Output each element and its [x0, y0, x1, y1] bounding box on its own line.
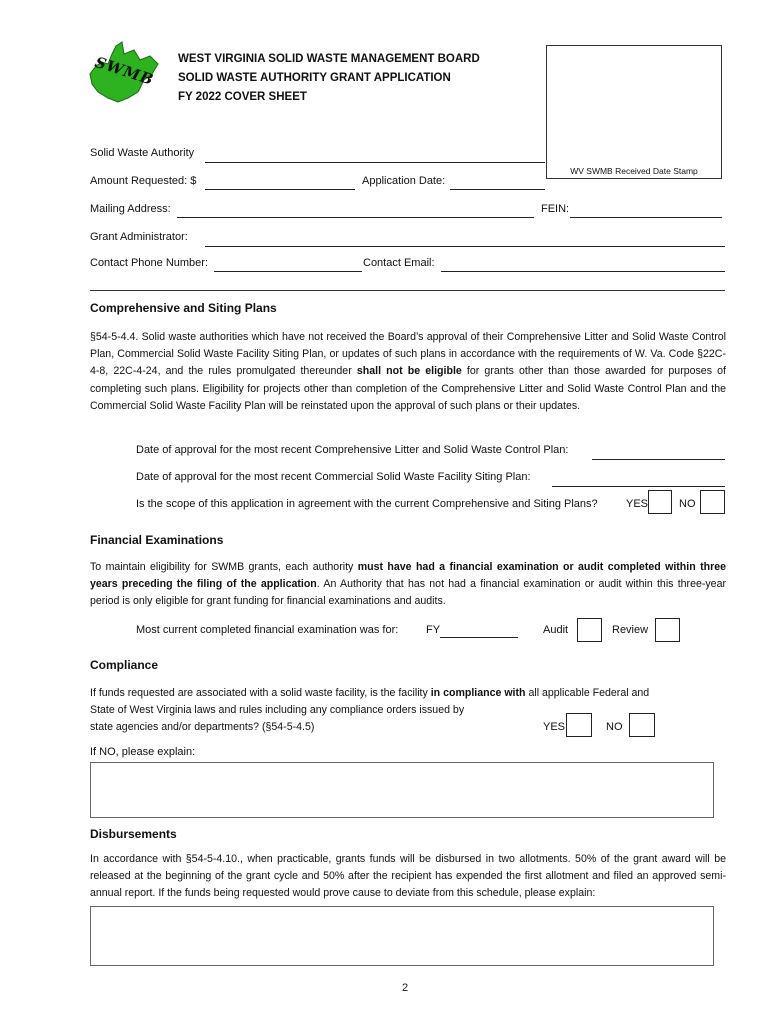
amount-field[interactable]	[205, 189, 355, 190]
compliance-no-label: NO	[606, 721, 623, 733]
review-label: Review	[612, 624, 649, 636]
page-number: 2	[402, 982, 409, 994]
compliance-section-title: Compliance	[90, 658, 159, 672]
compliance-explain-label: If NO, please explain:	[90, 746, 196, 758]
litter-plan-date-label: Date of approval for the most recent Comprehensive Litter and Solid Waste Control Plan:	[136, 444, 569, 456]
scope-no-checkbox[interactable]	[700, 490, 725, 514]
compliance-line-2: State of West Virginia laws and rules including any compliance orders issued by	[90, 704, 465, 716]
grant-administrator-label: Grant Administrator:	[90, 231, 188, 243]
received-date-stamp-box	[546, 45, 722, 179]
compliance-yes-label: YES	[543, 721, 566, 733]
title-line-2: SOLID WASTE AUTHORITY GRANT APPLICATION	[178, 72, 451, 84]
scope-no-label: NO	[679, 498, 696, 510]
contact-email-field[interactable]	[441, 271, 725, 272]
disbursements-explain-textbox[interactable]	[90, 906, 714, 966]
section-divider	[90, 290, 725, 291]
litter-plan-date-field[interactable]	[592, 459, 725, 460]
contact-phone-field[interactable]	[214, 271, 362, 272]
grant-administrator-field[interactable]	[205, 246, 725, 247]
amount-label: Amount Requested: $	[90, 175, 197, 187]
compliance-line-3: state agencies and/or departments? (§54-5-4.5)	[90, 721, 315, 733]
authority-field[interactable]	[205, 162, 545, 163]
compliance-no-checkbox[interactable]	[629, 713, 655, 737]
authority-label: Solid Waste Authority	[90, 147, 195, 159]
audit-label: Audit	[543, 624, 569, 636]
compliance-line-1: If funds requested are associated with a solid waste facility, is the facility in compliance with all applicable Federal and	[90, 687, 650, 699]
audit-checkbox[interactable]	[577, 618, 602, 642]
fein-label: FEIN:	[541, 203, 570, 215]
fein-field[interactable]	[570, 217, 722, 218]
plans-paragraph: §54-5-4.4. Solid waste authorities which have not received the Board’s approval of their Comprehensive Litter and Solid Waste Control Plan, Commercial Solid Waste Facility Siting Plan, or updates of such plans in accordance with the requirements of W. Va. Code §22C-4-8, 22C-4-24, and the rules promulgated thereunder shall not be eligible for grants other than those awarded for purposes of completing such plans. Eligibility for projects other than completion of the Comprehensive Litter and Solid Waste Control Plan and the Commercial Solid Waste Facility Plan will be reinstated upon the approval of such plans or their updates.	[90, 331, 726, 412]
swmb-logo	[88, 40, 162, 106]
application-date-label: Application Date:	[362, 175, 446, 187]
logo-text: SWMB	[92, 53, 157, 89]
contact-email-label: Contact Email:	[363, 257, 435, 269]
disbursements-paragraph: In accordance with §54-5-4.10., when practicable, grants funds will be disbursed in two allotments. 50% of the grant award will be released at the beginning of the grant cycle and 50% after the recipient has expended the first allotment and filed an approved semi-annual report. If the funds being requested would prove cause to deviate from this schedule, please explain:	[90, 853, 726, 900]
siting-plan-date-field[interactable]	[552, 486, 725, 487]
mailing-address-field[interactable]	[177, 217, 534, 218]
scope-yes-label: YES	[626, 498, 649, 510]
contact-phone-label: Contact Phone Number:	[90, 257, 209, 269]
title-line-1: WEST VIRGINIA SOLID WASTE MANAGEMENT BOARD	[178, 53, 480, 65]
title-line-3: FY 2022 COVER SHEET	[178, 91, 307, 103]
fy-field[interactable]	[440, 637, 518, 638]
application-date-field[interactable]	[450, 189, 545, 190]
financial-paragraph: To maintain eligibility for SWMB grants, each authority must have had a financial examination or audit completed within three years preceding the filing of the application. An Authority that has not had a financial examination or audit within this three-year period is only eligible for grant funding for financial examinations and audits.	[90, 561, 726, 608]
compliance-explain-textbox[interactable]	[90, 762, 714, 818]
mailing-address-label: Mailing Address:	[90, 203, 171, 215]
siting-plan-date-label: Date of approval for the most recent Commercial Solid Waste Facility Siting Plan:	[136, 471, 531, 483]
stamp-label: WV SWMB Received Date Stamp	[570, 166, 698, 176]
scope-question-label: Is the scope of this application in agreement with the current Comprehensive and Siting Plans?	[136, 498, 598, 510]
financial-section-title: Financial Examinations	[90, 533, 224, 547]
scope-yes-checkbox[interactable]	[648, 490, 672, 514]
compliance-yes-checkbox[interactable]	[566, 713, 592, 737]
disbursements-section-title: Disbursements	[90, 827, 177, 841]
financial-exam-label: Most current completed financial examination was for:	[136, 624, 399, 636]
fy-label: FY	[426, 624, 441, 636]
plans-section-title: Comprehensive and Siting Plans	[90, 301, 277, 315]
review-checkbox[interactable]	[655, 618, 680, 642]
